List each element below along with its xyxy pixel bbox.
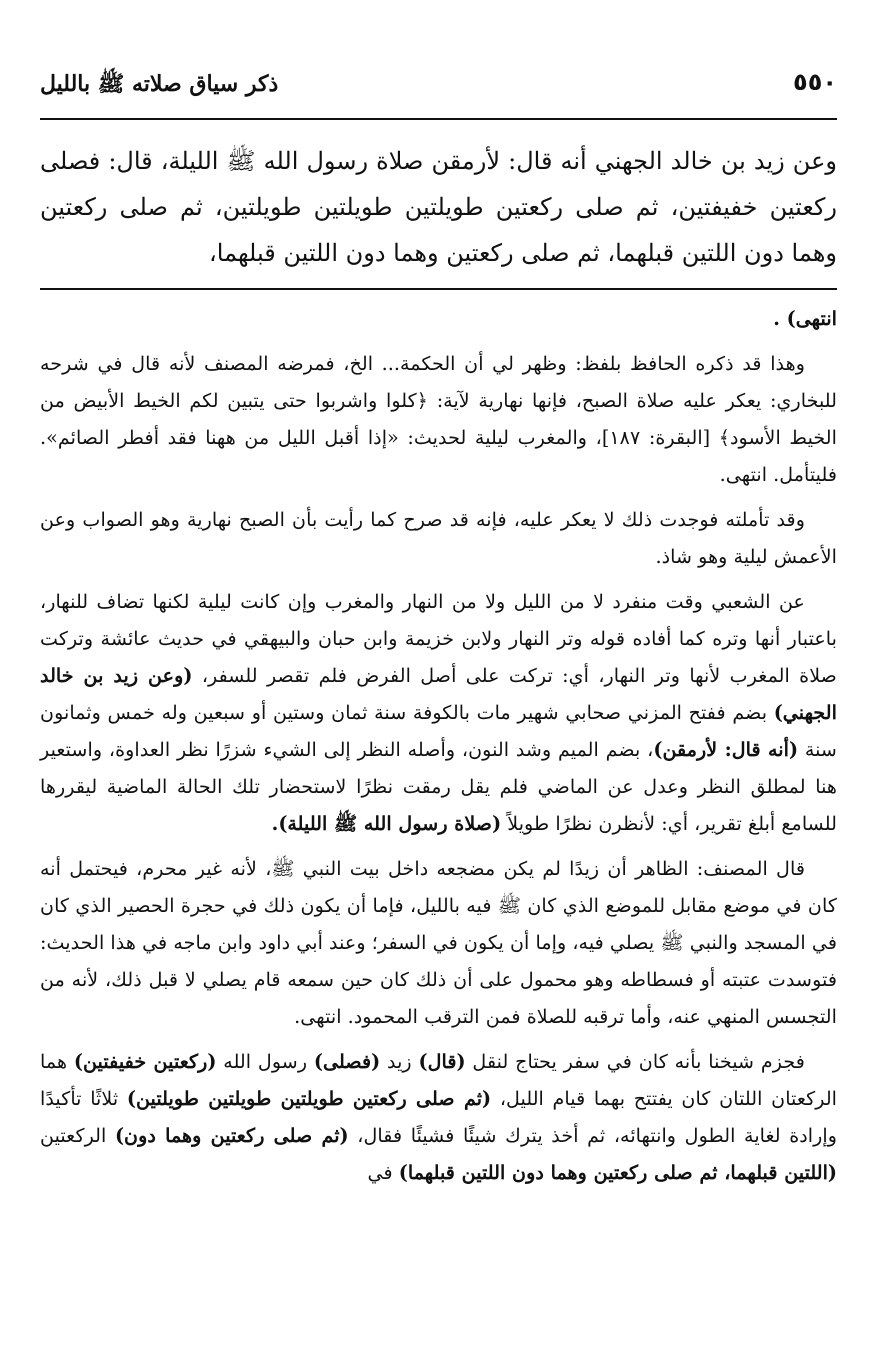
commentary-paragraph	[40, 583, 837, 842]
commentary-paragraph: وقد تأملته فوجدت ذلك لا يعكر عليه، فإنه قد صرح كما رأيت بأن الصبح نهارية وهو الصواب وعن الأعمش ليلية وهو شاذ.	[40, 508, 837, 568]
quoted-matn: (صلاة رسول الله ﷺ الليلة).	[271, 812, 502, 835]
matn-sharh-divider	[40, 288, 837, 290]
quoted-matn: (ركعتين خفيفتين)	[73, 1050, 217, 1073]
text-run: بضم ففتح المزني صحابي شهير مات بالكوفة سنة ثمان وستين أو سبعين وله خمس وثمانون سنة	[40, 701, 837, 761]
quoted-matn: (أنه قال: لأرمقن)	[653, 738, 799, 761]
page-header	[40, 62, 837, 116]
commentary-paragraph: قال المصنف: الظاهر أن زيدًا لم يكن مضجعه داخل بيت النبي ﷺ، لأنه غير محرم، فيحتمل أنه كان في موضع مقابل للموضع الذي كان ﷺ فيه بالليل، فإما أن يكون ذلك في حجرة الحصير الذي كان في المسجد والنبي ﷺ يصلي فيه، وإما أن يكون في السفر؛ وعند أبي داود وابن ماجه في هذا الحديث: فتوسدت عتبته أو فسطاطه وهو محمول على أن ذلك كان حين سمعه قام يصلي لا قبل ذلك، لأنه من التجسس المنهي عنه، وأما ترقبه للصلاة فمن الترقب المحمود. انتهى.	[40, 857, 837, 1028]
quoted-matn: (فصلى)	[313, 1050, 381, 1073]
quoted-matn: (وعن زيد بن خالد الجهني)	[40, 664, 837, 724]
header-divider	[40, 118, 837, 120]
quoted-matn: (ثم صلى ركعتين وهما دون)	[114, 1124, 349, 1147]
quoted-matn: (قال)	[418, 1050, 466, 1073]
text-run: ، بضم الميم وشد النون، وأصله النظر إلى الشيء شزرًا نظر العداوة، واستعير هنا لمطلق النظر وعدل عن الماضي فلم يقل رمقت نظرًا لاستحضار تلك الحالة الماضية ليقررها للسامع أبلغ تقرير، أي: لأنظرن نظرًا طويلاً	[40, 738, 837, 835]
page-number: ٥٥٠	[793, 68, 837, 96]
text-run: فجزم شيخنا بأنه كان في سفر يحتاج لنقل	[472, 1050, 805, 1073]
text-run: في	[367, 1161, 393, 1184]
commentary-paragraph: وهذا قد ذكره الحافظ بلفظ: وظهر لي أن الحكمة... الخ، فمرضه المصنف لأنه قال في شرحه للبخاري: يعكر عليه صلاة الصبح، فإنها نهارية لآية: ﴿كلوا واشربوا حتى يتبين لكم الخيط الأبيض من الخيط الأسود﴾ [البقرة: ١٨٧]، والمغرب ليلية لحديث: «إذا أقبل الليل من ههنا فقد أفطر الصائم». فليتأمل. انتهى.	[40, 352, 837, 486]
quoted-matn: (اللتين قبلهما، ثم صلى ركعتين وهما دون اللتين قبلهما)	[398, 1161, 837, 1184]
quoted-matn: (ثم صلى ركعتين طويلتين طويلتين طويلتين)	[126, 1087, 492, 1110]
text-run: ثلاثًا تأكيدًا وإرادة لغاية الطول وانتهائه، ثم أخذ يترك شيئًا فشيئًا فقال،	[40, 1087, 838, 1147]
sharh-commentary	[40, 300, 837, 1199]
matn-text: وعن زيد بن خالد الجهني أنه قال: لأرمقن صلاة رسول الله ﷺ الليلة، قال: فصلى ركعتين خفيفتين، ثم صلى ركعتين طويلتين طويلتين طويلتين، ثم صلى ركعتين وهما دون اللتين قبلهما، ثم صلى ركعتين وهما دون اللتين قبلهما،	[40, 147, 837, 267]
commentary-paragraph	[40, 1043, 837, 1191]
text-run: رسول الله	[223, 1050, 308, 1073]
running-title: ذكر سياق صلاته ﷺ بالليل	[40, 71, 279, 97]
text-run: عن الشعبي وقت منفرد لا من الليل ولا من النهار والمغرب وإن كانت ليلية لكنها تضاف للنهار، باعتبار أنها وتره كما أفاده قوله وتر النهار ولابن خزيمة وابن حبان والبيهقي في حديث عائشة وتركت صلاة المغرب لأنها وتر النهار، أي: تركت على أصل الفرض فلم تقصر للسفر،	[40, 590, 837, 687]
text-run: هما الركعتان اللتان كان يفتتح بهما قيام الليل،	[40, 1050, 838, 1110]
text-run: زيد	[387, 1050, 412, 1073]
commentary-paragraph: انتهى) .	[773, 307, 837, 330]
text-run: الركعتين	[40, 1124, 107, 1147]
